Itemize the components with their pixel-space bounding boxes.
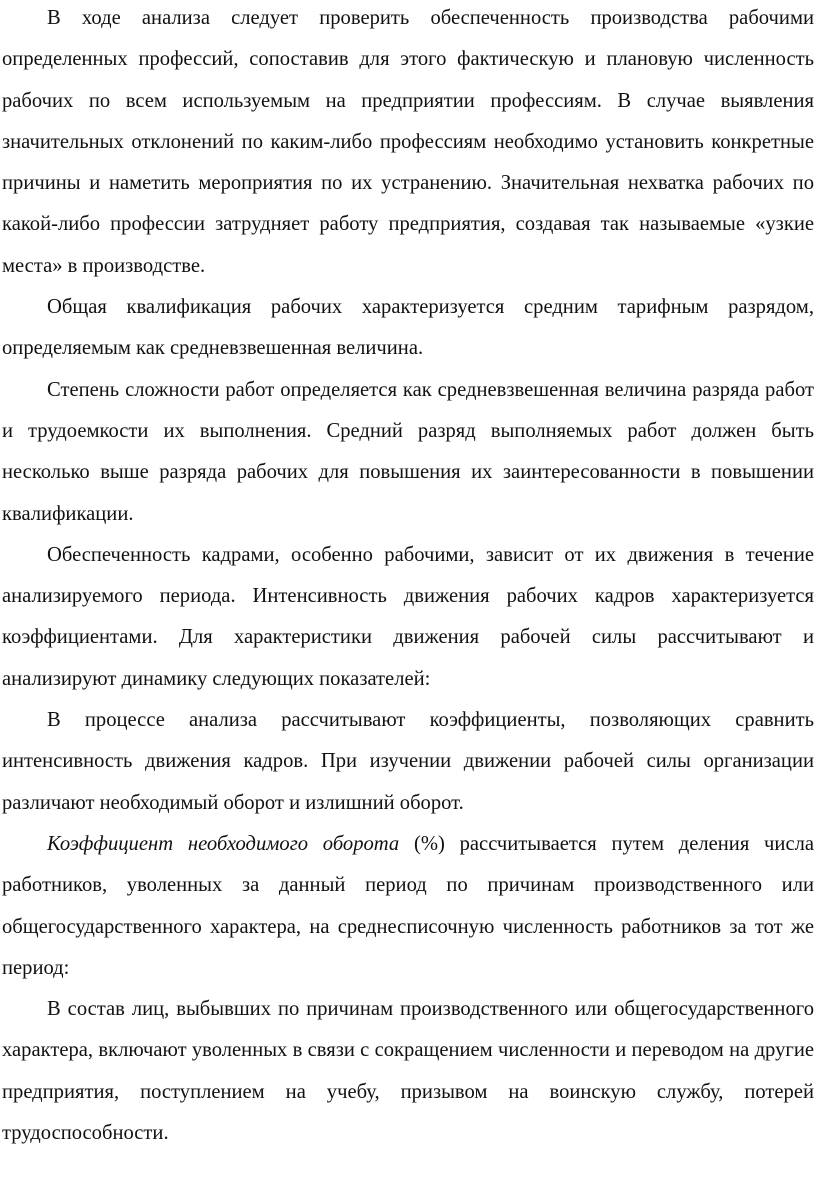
paragraph-necessary-turnover-coefficient [2,824,814,989]
paragraph-turnover-types: В процессе анализа рассчитывают коэффициенты, позволяющих сравнить интенсивность движения кадров. При изучении движении рабочей силы организации различают необходимый оборот и излишний оборот. [2,709,814,814]
paragraph-necessary-turnover-text: (%) рассчитывается путем деления числа работников, уволенных за данный период по причинам производственного или общегосударственного характера, на среднесписочную численность работников за тот же период: [2,832,814,979]
paragraph-qualification: Общая квалификация рабочих характеризуется средним тарифным разрядом, определяемым как средневзвешенная величина. [2,296,814,360]
paragraph-departure-composition: В состав лиц, выбывших по причинам производственного или общегосударственного характера, включают уволенных в связи с сокращением численности и переводом на другие предприятия, поступлением на учебу, призывом на воинскую службу, потерей трудоспособности. [2,998,814,1145]
term-necessary-turnover-coefficient: Коэффициент необходимого оборота [47,832,400,855]
paragraph-staff-movement: Обеспеченность кадрами, особенно рабочими, зависит от их движения в течение анализируемого периода. Интенсивность движения рабочих кадров характеризуется коэффициентами. Для характеристики движения рабочей силы рассчитывают и анализируют динамику следующих показателей: [2,543,814,690]
paragraph-staffing-check: В ходе анализа следует проверить обеспеченность производства рабочими определенных профессий, сопоставив для этого фактическую и плановую численность рабочих по всем используемым на предприятии профессиям. В случае выявления значительных отклонений по каким-либо профессиям необходимо установить конкретные причины и наметить мероприятия по их устранению. Значительная нехватка рабочих по какой-либо профессии затрудняет работу предприятия, создавая так называемые «узкие места» в производстве. [2,7,814,277]
paragraph-work-complexity: Степень сложности работ определяется как средневзвешенная величина разряда работ и трудоемкости их выполнения. Средний разряд выполняемых работ должен быть несколько выше разряда рабочих для повышения их заинтересованности в повышении квалификации. [2,378,814,525]
